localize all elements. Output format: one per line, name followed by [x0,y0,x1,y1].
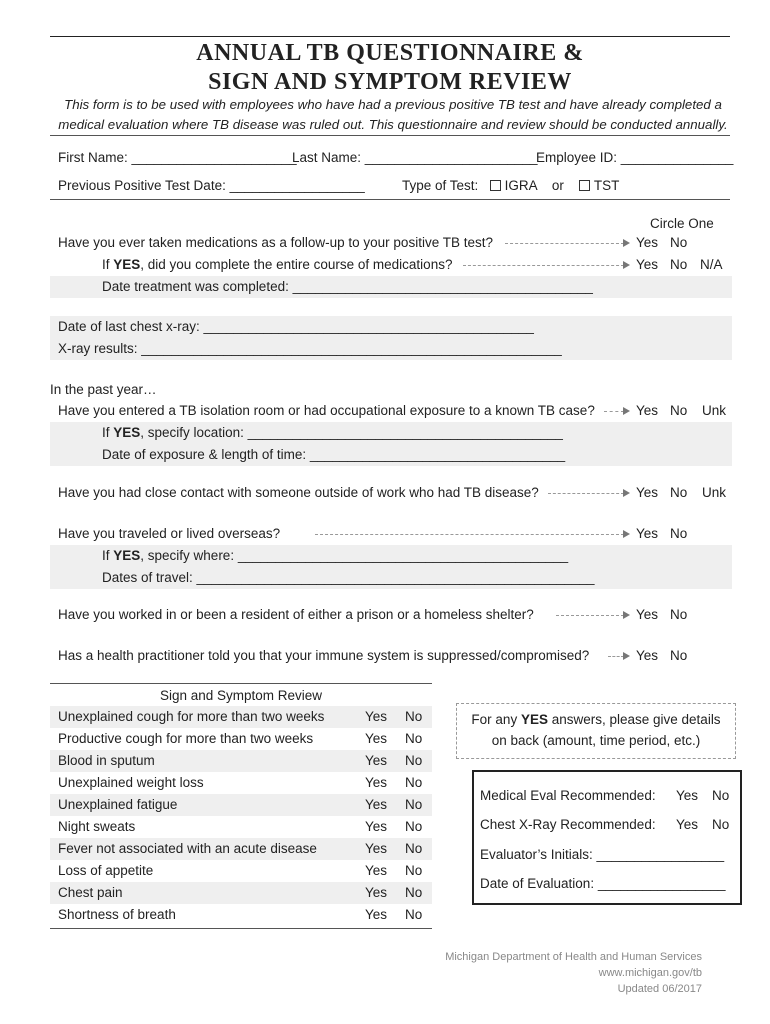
no-option[interactable]: No [670,526,688,541]
evaluator-initials-field[interactable]: Evaluator’s Initials: _________________ [480,847,725,862]
yes-option[interactable]: Yes [636,526,659,541]
title-line-1: ANNUAL TB QUESTIONNAIRE & [196,40,584,66]
answer-options [636,604,687,626]
sign-review-bottom-rule [50,928,432,929]
no-option[interactable]: No [405,885,423,900]
arrow [556,615,624,616]
title-line-2: SIGN AND SYMPTOM REVIEW [208,69,572,95]
question-prison-shelter: Have you worked in or been a resident of either a prison or a homeless shelter? [58,607,534,622]
evaluation-box [472,770,742,905]
sign-review-table [50,706,432,926]
na-option[interactable]: N/A [700,257,723,272]
yes-details-note [456,703,736,759]
intro-line-2: medical evaluation where TB disease was ruled out. This questionnaire and review should be conducted annually. [58,116,728,132]
exposure-date-field[interactable]: Date of exposure & length of time: __________________________________ [102,447,566,462]
symptom-row [50,904,432,926]
arrow [505,243,624,244]
arrow [463,265,624,266]
no-option[interactable]: No [405,819,423,834]
symptom-row [50,860,432,882]
tst-label: TST [593,178,620,193]
sign-review-heading: Sign and Symptom Review [159,688,323,703]
question-immune-system: Has a health practitioner told you that your immune system is suppressed/compromised? [58,648,590,663]
no-option[interactable]: No [712,817,730,832]
answer-options [676,785,729,807]
yes-bold: YES [113,425,141,440]
footer-department: Michigan Department of Health and Human Services [445,951,702,963]
yes-option[interactable]: Yes [636,607,659,622]
symptom-label: Shortness of breath [58,907,176,922]
previous-test-date-field[interactable]: Previous Positive Test Date: __________________ [58,178,365,193]
xray-results-field[interactable]: X-ray results: ________________________________________________________ [58,341,562,356]
no-option[interactable]: No [405,753,423,768]
yes-option[interactable]: Yes [365,819,388,834]
no-option[interactable]: No [712,788,730,803]
yes-option[interactable]: Yes [676,817,699,832]
symptom-label: Unexplained weight loss [58,775,204,790]
no-option[interactable]: No [670,648,688,663]
note-prefix: For any [471,712,521,727]
arrow [608,656,624,657]
evaluation-date-field[interactable]: Date of Evaluation: _________________ [480,876,726,891]
yes-option[interactable]: Yes [365,841,388,856]
no-option[interactable]: No [670,607,688,622]
symptom-row [50,706,432,728]
igra-label: IGRA [504,178,537,193]
note-line-1 [457,709,735,730]
yes-option[interactable]: Yes [365,863,388,878]
location-text: , specify location: __________________________________________ [140,425,563,440]
symptom-row [50,728,432,750]
symptom-row [50,882,432,904]
xray-recommended-label: Chest X-Ray Recommended: [480,817,656,832]
no-option[interactable]: No [670,235,688,250]
yes-option[interactable]: Yes [365,907,388,922]
medical-eval-label: Medical Eval Recommended: [480,788,656,803]
no-option[interactable]: No [670,403,688,418]
symptom-row [50,772,432,794]
answer-options [636,400,726,422]
symptom-label: Fever not associated with an acute disease [58,841,317,856]
answer-options [676,814,729,836]
yes-option[interactable]: Yes [365,753,388,768]
yes-option[interactable]: Yes [636,403,659,418]
if-text: If [102,257,114,272]
where-text: , specify where: ____________________________________________ [140,548,569,563]
circle-one-label: Circle One [650,216,714,231]
if-text: If [102,425,114,440]
yes-option[interactable]: Yes [636,257,659,272]
answer-options [636,254,723,276]
question-medications: Have you ever taken medications as a follow-up to your positive TB test? [58,235,493,250]
yes-option[interactable]: Yes [365,797,388,812]
no-option[interactable]: No [405,863,423,878]
employee-id-field[interactable]: Employee ID: _______________ [536,150,734,165]
intro-line-1: This form is to be used with employees who have had a previous positive TB test and have already completed a [64,97,722,112]
symptom-label: Loss of appetite [58,863,154,878]
header-rule [50,199,730,200]
type-of-test [402,175,619,197]
yes-bold: YES [113,548,141,563]
past-year-heading: In the past year… [50,382,157,397]
igra-checkbox[interactable] [490,180,501,191]
xray-date-field[interactable]: Date of last chest x-ray: ____________________________________________ [58,319,534,334]
answer-options [636,645,687,667]
symptom-label: Blood in sputum [58,753,155,768]
yes-option[interactable]: Yes [365,731,388,746]
answer-options [636,523,687,545]
footer-url[interactable]: www.michigan.gov/tb [598,967,702,979]
no-option[interactable]: No [405,907,423,922]
footer-updated: Updated 06/2017 [617,983,702,995]
unk-option[interactable]: Unk [702,485,727,500]
symptom-label: Chest pain [58,885,123,900]
tst-checkbox[interactable] [579,180,590,191]
intro-rule [50,135,730,136]
no-option[interactable]: No [405,731,423,746]
unk-option[interactable]: Unk [702,403,727,418]
last-name-field[interactable]: Last Name: _______________________ [292,150,538,165]
symptom-label: Unexplained cough for more than two weeks [58,709,325,724]
sign-review-rule [50,683,432,684]
yes-option[interactable]: Yes [636,485,659,500]
yes-option[interactable]: Yes [676,788,699,803]
no-option[interactable]: No [670,257,688,272]
question-complete-course [102,254,452,276]
yes-option[interactable]: Yes [636,648,659,663]
no-option[interactable]: No [405,841,423,856]
symptom-label: Productive cough for more than two weeks [58,731,314,746]
treatment-date-field[interactable]: Date treatment was completed: ________________________________________ [102,279,593,294]
note-yes: YES [520,712,548,727]
answer-options [636,482,726,504]
first-name-field[interactable]: First Name: ______________________ [58,150,297,165]
symptom-row [50,816,432,838]
symptom-row [50,750,432,772]
if-text: If [102,548,114,563]
yes-option[interactable]: Yes [636,235,659,250]
footer [445,949,702,997]
question-rest: , did you complete the entire course of medications? [140,257,453,272]
yes-option[interactable]: Yes [365,885,388,900]
type-of-test-label: Type of Test: [402,178,479,193]
travel-dates-field[interactable]: Dates of travel: _____________________________________________________ [102,570,595,585]
no-option[interactable]: No [405,775,423,790]
note-rest: answers, please give details [547,712,721,727]
answer-options [636,232,687,254]
no-option[interactable]: No [405,709,423,724]
yes-bold: YES [113,257,141,272]
question-close-contact: Have you had close contact with someone outside of work who had TB disease? [58,485,539,500]
intro-text [48,95,738,134]
arrow [315,534,624,535]
question-isolation-room: Have you entered a TB isolation room or had occupational exposure to a known TB case? [58,403,595,418]
top-rule [50,36,730,37]
or-label: or [551,178,564,193]
symptom-row [50,794,432,816]
note-line-2: on back (amount, time period, etc.) [491,733,701,748]
yes-option[interactable]: Yes [365,775,388,790]
yes-option[interactable]: Yes [365,709,388,724]
arrow [604,411,624,412]
symptom-row [50,838,432,860]
symptom-label: Unexplained fatigue [58,797,178,812]
arrow [548,493,624,494]
no-option[interactable]: No [405,797,423,812]
no-option[interactable]: No [670,485,688,500]
question-overseas: Have you traveled or lived overseas? [58,526,281,541]
symptom-label: Night sweats [58,819,136,834]
overseas-where-field[interactable] [102,545,568,567]
location-field[interactable] [102,422,563,444]
